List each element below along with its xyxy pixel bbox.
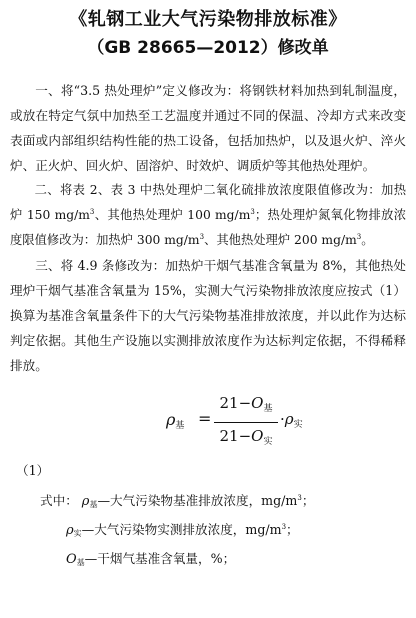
superscript-3: 3 — [281, 522, 287, 531]
oxygen-symbol: O — [66, 552, 77, 567]
formula-lhs-subscript: 基 — [175, 421, 185, 431]
definition-1-text: —大气污染物基准排放浓度，mg/m — [97, 493, 298, 508]
paragraph-2-part-d: 、其他热处理炉 200 mg/m — [204, 233, 357, 247]
formula-lhs — [166, 410, 184, 431]
paragraph-2-part-b: 、其他热处理炉 100 mg/m — [94, 208, 251, 222]
rho-symbol: ρ — [166, 410, 176, 429]
document-subtitle: （GB 28665—2012）修改单 — [87, 38, 329, 58]
superscript-3: 3 — [356, 232, 362, 241]
fraction-numerator — [214, 392, 278, 420]
definition-3 — [10, 546, 406, 575]
superscript-3: 3 — [250, 207, 255, 216]
fraction-denominator — [214, 425, 278, 453]
definition-2-end: ； — [286, 522, 299, 537]
paragraph-2-part-e: 。 — [361, 233, 374, 247]
denominator-constant: 21− — [219, 427, 252, 445]
numerator-subscript: 基 — [263, 404, 273, 414]
fraction-bar — [214, 422, 278, 423]
superscript-3: 3 — [199, 232, 205, 241]
paragraph-3: 三、将 4.9 条修改为：加热炉干烟气基准含氧量为 8%，其他热处理炉干烟气基准含氧量为 15%，实测大气污染物排放浓度应按式（1）换算为基准含氧量条件下的大气污染物基准排放浓度，并以此作为达标判定依据。其他生产设施以实测排放浓度作为达标判定依据，不得稀释排放。 — [10, 258, 406, 373]
definition-3-text: —干烟气基准含氧量，%； — [84, 551, 236, 566]
document-title: 《轧钢工业大气污染物排放标准》 — [69, 9, 347, 30]
rho-symbol: ρ — [66, 523, 74, 538]
superscript-3: 3 — [297, 493, 302, 502]
definition-1-end: ； — [301, 493, 315, 508]
rho-symbol: ρ — [81, 494, 90, 509]
oxygen-symbol: O — [251, 394, 264, 412]
definition-3-subscript: 基 — [76, 558, 85, 567]
equals-sign: = — [198, 409, 212, 428]
rho-symbol: ρ — [284, 410, 294, 428]
equation-number: （1） — [16, 463, 50, 478]
definition-1-subscript: 基 — [89, 500, 98, 509]
definition-2 — [10, 517, 406, 546]
formula-rhs — [280, 410, 303, 430]
formula-fraction — [214, 392, 278, 453]
definition-2-subscript: 实 — [73, 529, 82, 538]
paragraph-1: 一、将“3.5 热处理炉”定义修改为：将钢铁材料加热到轧制温度，或放在特定气氛中加热至工艺温度并通过不同的保温、冷却方式来改变表面或内部组织结构性能的热工设备，包括加热炉，以及退火炉、淬火炉、正火炉、回火炉、固溶炉、时效炉、调质炉等其他热处理炉。 — [10, 83, 406, 173]
denominator-subscript: 实 — [263, 437, 273, 447]
superscript-3: 3 — [89, 207, 95, 216]
definition-2-text: —大气污染物实测排放浓度，mg/m — [81, 522, 282, 537]
multiply-dot: · — [280, 410, 285, 428]
oxygen-symbol: O — [251, 427, 264, 445]
numerator-constant: 21− — [219, 394, 252, 412]
formula-rhs-subscript: 实 — [293, 420, 303, 430]
paragraph-2-part-a: 二、将表 2、表 3 中热处理炉二氧化硫排放浓度限值修改为：加热炉 150 mg/m — [10, 183, 406, 222]
conversion-formula — [10, 390, 406, 456]
definition-1 — [10, 488, 406, 517]
paragraph-2-part-c: ；热处理炉氮氧化物排放浓度限值修改为：加热炉 300 mg/m — [10, 208, 406, 247]
definitions-intro: 式中： — [40, 493, 78, 508]
paragraph-2 — [10, 178, 406, 253]
